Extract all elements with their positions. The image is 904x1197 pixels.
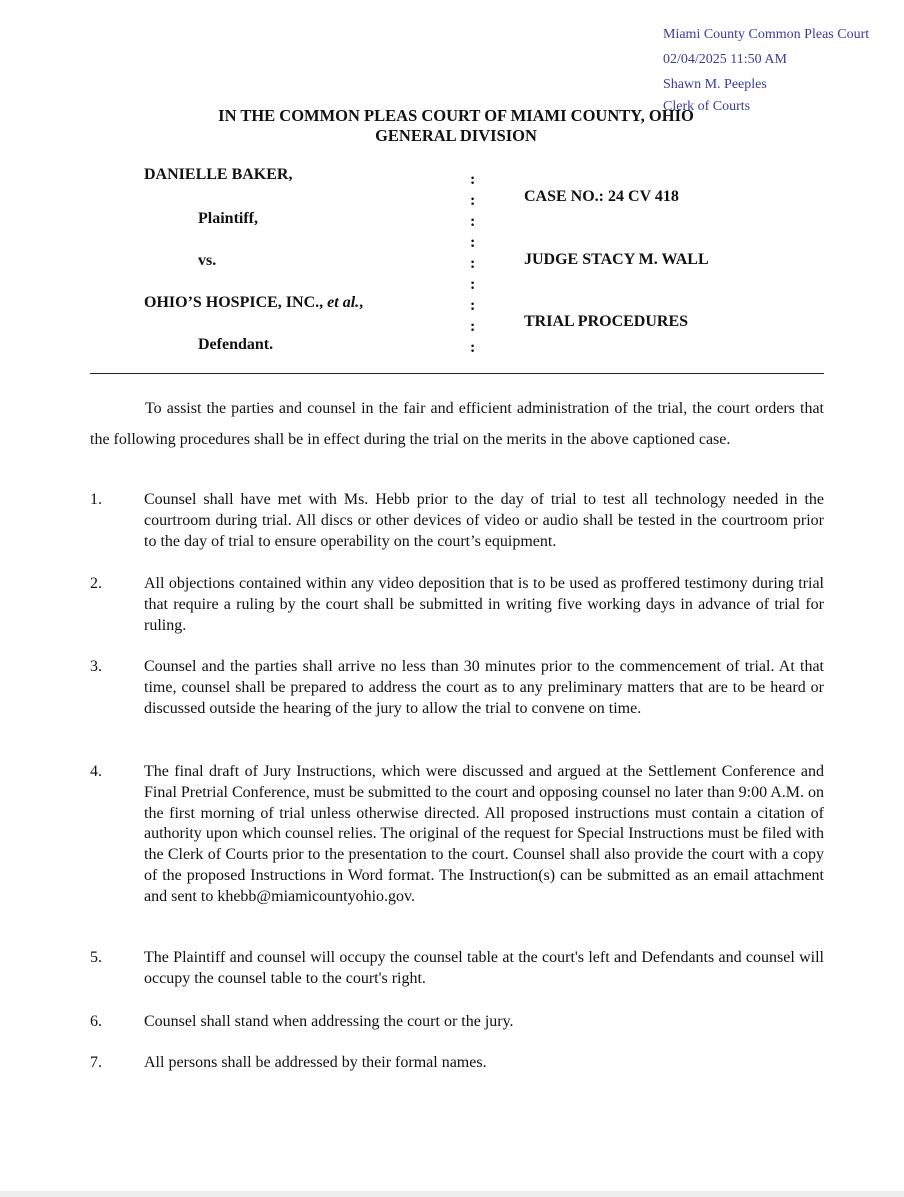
plaintiff-role: Plaintiff,: [198, 210, 258, 227]
versus-label: vs.: [198, 252, 217, 269]
item-text: Counsel shall stand when addressing the court or the jury.: [144, 1013, 514, 1030]
item-text: Counsel shall have met with Ms. Hebb prior to the day of trial to test all technology needed in the courtroom during trial. All discs or other devices of video or audio shall be tested in the courtroom prior to the day of trial to ensure operability on the court’s equipment.: [144, 491, 824, 550]
defendant-name-main: OHIO’S HOSPICE, INC.,: [144, 294, 328, 311]
intro-paragraph: To assist the parties and counsel in the fair and efficient administration of the trial, the court orders that the following procedures shall be in effect during the trial on the merits in the above captioned case.: [90, 400, 824, 448]
item-number: 4.: [90, 763, 102, 780]
stamp-clerk-name: Shawn M. Peeples: [663, 77, 767, 92]
court-title-line1: IN THE COMMON PLEAS COURT OF MIAMI COUNTY, OHIO: [218, 106, 694, 125]
plaintiff-name: DANIELLE BAKER,: [144, 166, 293, 183]
list-item: [90, 574, 824, 636]
item-number: 1.: [90, 491, 102, 508]
list-item: [90, 948, 824, 990]
list-item: [90, 762, 824, 908]
filing-stamp: [663, 22, 869, 119]
item-number: 5.: [90, 949, 102, 966]
item-number: 3.: [90, 658, 102, 675]
court-title-line2: GENERAL DIVISION: [375, 126, 537, 145]
defendant-name: [144, 294, 363, 312]
caption-separator: :: [470, 339, 476, 356]
item-text: The Plaintiff and counsel will occupy the counsel table at the court's left and Defendants and counsel will occupy the counsel table to the court's right.: [144, 949, 824, 987]
caption-separator: :: [470, 318, 476, 335]
list-item: [90, 490, 824, 552]
defendant-name-suffix: ,: [359, 294, 364, 311]
caption-separator: :: [470, 276, 476, 293]
item-text: The final draft of Jury Instructions, which were discussed and argued at the Settlement Conference and Final Pretrial Conference, must be submitted to the court and opposing counsel no later than 9:00 A.M. on the first morning of trial unless otherwise directed. All proposed instructions must contain a citation of authority upon which counsel relies. The original of the request for Special Instructions must be filed with the Clerk of Courts prior to the presentation to the court. Counsel shall also provide the court with a copy of the proposed Instructions in Word format. The Instruction(s) can be submitted as an email attachment and sent to khebb@miamicountyohio.gov.: [144, 763, 824, 905]
item-number: 6.: [90, 1013, 102, 1030]
defendant-et-al: et al.: [327, 294, 360, 311]
stamp-datetime: 02/04/2025 11:50 AM: [663, 52, 787, 67]
judge-name: JUDGE STACY M. WALL: [524, 251, 709, 268]
caption-separator: :: [470, 255, 476, 272]
caption-separator: :: [470, 171, 476, 188]
item-number: 2.: [90, 575, 102, 592]
defendant-role: Defendant.: [198, 336, 274, 353]
stamp-court: Miami County Common Pleas Court: [663, 27, 870, 42]
list-item: [90, 657, 824, 719]
list-item: [90, 1053, 824, 1074]
caption-separator: :: [470, 213, 476, 230]
caption-divider: [90, 373, 824, 374]
item-text: All persons shall be addressed by their formal names.: [144, 1054, 487, 1071]
item-text: All objections contained within any video deposition that is to be used as proffered testimony during trial that require a ruling by the court shall be submitted in writing five working days in advance of trial for ruling.: [144, 575, 824, 634]
caption-separator: :: [470, 297, 476, 314]
page-bottom-edge: [0, 1191, 904, 1197]
list-item: [90, 1012, 824, 1033]
document-title: TRIAL PROCEDURES: [524, 313, 689, 330]
item-text: Counsel and the parties shall arrive no less than 30 minutes prior to the commencement of trial. At that time, counsel shall be prepared to address the court as to any preliminary matters that are to be heard or discussed outside the hearing of the jury to allow the trial to convene on time.: [144, 658, 824, 717]
court-title: [0, 106, 904, 146]
caption-separator: :: [470, 234, 476, 251]
caption-separator-column: [470, 169, 475, 358]
case-number: CASE NO.: 24 CV 418: [524, 188, 679, 205]
item-number: 7.: [90, 1054, 102, 1071]
stamp-clerk-title: Clerk of Courts: [663, 99, 751, 114]
caption-separator: :: [470, 192, 476, 209]
